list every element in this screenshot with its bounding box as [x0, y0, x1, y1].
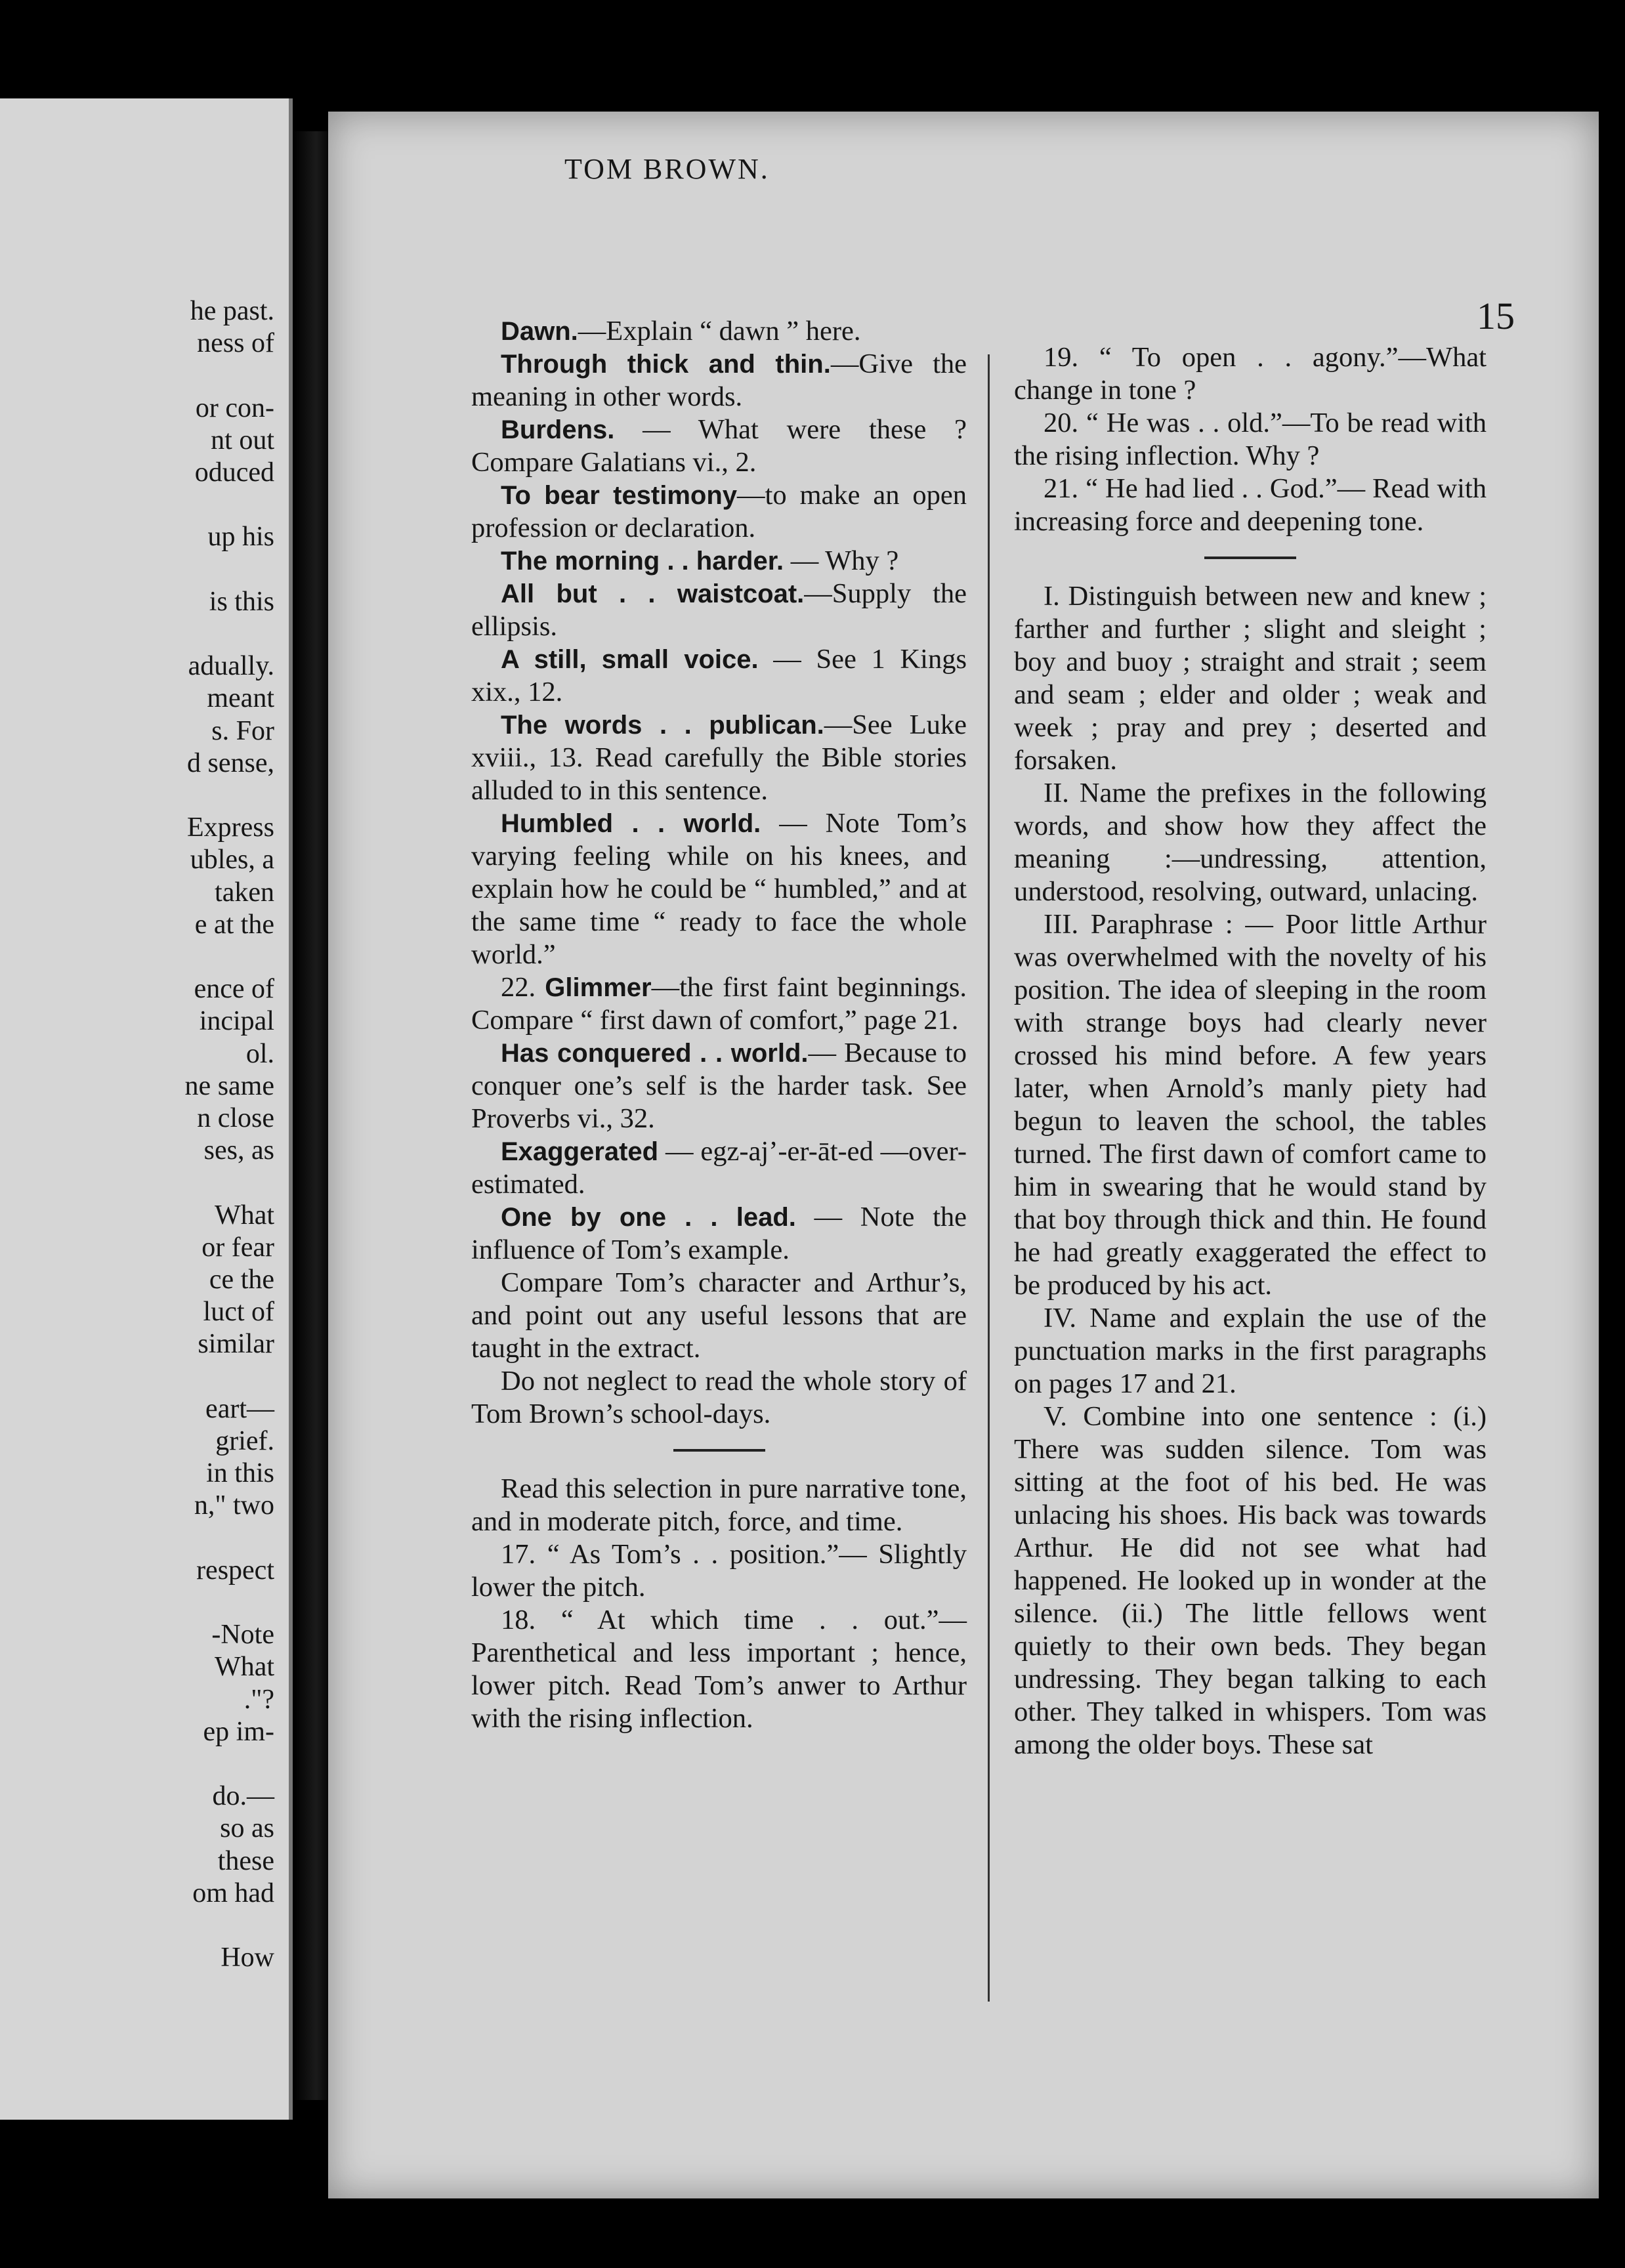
previous-page-text: -Note: [211, 1620, 274, 1650]
previous-page-text: do.—: [212, 1781, 274, 1812]
headword: A still, small voice.: [501, 645, 759, 674]
previous-page-text: taken: [215, 877, 274, 908]
headword: The morning . . harder.: [501, 547, 784, 576]
glossary-note: One by one . . lead. — Note the influence of Tom’s example.: [471, 1202, 967, 1265]
previous-page-text: ne same: [184, 1070, 274, 1101]
glossary-note: Has conquered . . world.— Because to conquer one’s self is the harder task. See Proverbs vi., 32.: [471, 1038, 967, 1134]
previous-page-text: ."?: [243, 1684, 274, 1715]
previous-page-text: ness of: [197, 328, 274, 359]
glossary-note: Burdens. — What were these ? Compare Galatians vi., 2.: [471, 414, 967, 478]
running-title: TOM BROWN.: [564, 153, 770, 185]
headword: Glimmer: [545, 973, 652, 1002]
previous-page-text: eart—: [205, 1393, 274, 1424]
column-divider: [988, 354, 990, 2002]
previous-page-text: in this: [206, 1458, 274, 1489]
previous-page-text: respect: [196, 1555, 274, 1586]
headword: Through thick and thin.: [501, 350, 831, 379]
right-column: [1014, 341, 1487, 1761]
previous-page-text: so as: [220, 1813, 274, 1844]
previous-page-text: adually.: [188, 651, 274, 682]
glossary-note: To bear testimony—to make an open profession or declaration.: [471, 480, 967, 543]
glossary-note: Humbled . . world. — Note Tom’s varying feeling while on his knees, and explain how he could be “ humbled,” and at the same time “ ready to face the whole world.”: [471, 808, 967, 970]
glossary-note: Through thick and thin.—Give the meaning in other words.: [471, 348, 967, 412]
glossary-note: Do not neglect to read the whole story of Tom Brown’s school-days.: [471, 1366, 967, 1429]
previous-page-text: these: [217, 1845, 274, 1876]
headword: Burdens.: [501, 415, 615, 444]
glossary-note: Compare Tom’s character and Arthur’s, and point out any useful lessons that are taught in the extract.: [471, 1267, 967, 1364]
previous-page-text: s. For: [211, 715, 274, 746]
headword: One by one . . lead.: [501, 1203, 796, 1232]
previous-page-text: incipal: [199, 1006, 274, 1037]
previous-page-text: grief.: [215, 1426, 274, 1456]
previous-page-text: ce the: [209, 1265, 274, 1295]
glossary-note: All but . . waistcoat.—Supply the ellipsis.: [471, 578, 967, 642]
headword: Has conquered . . world.: [501, 1039, 809, 1068]
previous-page-text: d sense,: [187, 747, 274, 778]
headword: Dawn.: [501, 317, 578, 346]
exercise-4: IV. Name and explain the use of the punctuation marks in the first paragraphs on pages 17 and 21.: [1014, 1303, 1487, 1399]
reading-note: 19. “ To open . . agony.”—What change in tone ?: [1014, 342, 1487, 406]
section-rule: [1204, 556, 1296, 559]
previous-page-text: e at the: [194, 909, 274, 940]
previous-page-text: he past.: [190, 296, 274, 326]
glossary-note: Exaggerated — egz-aj’-er-āt-ed —over-estimated.: [471, 1136, 967, 1200]
previous-page-text: meant: [207, 683, 274, 714]
previous-page-text: ubles, a: [190, 845, 274, 875]
previous-page-text: n close: [197, 1103, 274, 1133]
headword: The words . . publican.: [501, 711, 824, 740]
section-rule: [673, 1449, 765, 1452]
previous-page-text: Express: [187, 812, 274, 843]
glossary-note: 22. Glimmer—the first faint beginnings. Compare “ first dawn of comfort,” page 21.: [471, 972, 967, 1036]
previous-page-text: How: [221, 1942, 274, 1973]
previous-page-text: similar: [198, 1329, 274, 1360]
reading-note: 17. “ As Tom’s . . position.”— Slightly lower the pitch.: [471, 1539, 967, 1603]
glossary-note: The words . . publican.—See Luke xviii., 13. Read carefully the Bible stories alluded to in this sentence.: [471, 709, 967, 806]
previous-page-text: or fear: [201, 1232, 274, 1263]
previous-page-text: What: [215, 1200, 274, 1230]
reading-note: 21. “ He had lied . . God.”— Read with increasing force and deepening tone.: [1014, 473, 1487, 537]
previous-page-text: n," two: [194, 1490, 274, 1521]
exercise-3: III. Paraphrase : — Poor little Arthur was overwhelmed with the novelty of his position. The idea of sleeping in the room with strange boys had clearly never crossed his mind before. A few years later, when Arnold’s manly piety had begun to leaven the school, the tables turned. The first dawn of comfort came to him in swearing that he would stand by that boy through thick and thin. He found he had greatly exaggerated the effect to be produced by his act.: [1014, 909, 1487, 1301]
reading-note: 18. “ At which time . . out.”— Parenthetical and less important ; hence, lower pitch. Read Tom’s anwer to Arthur with the rising inflection.: [471, 1605, 967, 1734]
page-number: 15: [1477, 295, 1515, 337]
glossary-note: A still, small voice. — See 1 Kings xix., 12.: [471, 644, 967, 707]
headword: Exaggerated: [501, 1137, 659, 1166]
previous-page-text: nt out: [211, 425, 274, 455]
previous-page-text: ol.: [245, 1038, 274, 1069]
exercise-2: II. Name the prefixes in the following words, and show how they affect the meaning :—undressing, attention, understood, resolving, outward, unlacing.: [1014, 778, 1487, 907]
reading-note: 20. “ He was . . old.”—To be read with the rising inflection. Why ?: [1014, 408, 1487, 471]
previous-page-text: ep im-: [203, 1716, 274, 1747]
notes-list: [471, 315, 967, 1431]
left-column: [471, 315, 967, 1735]
previous-page-text: ence of: [194, 974, 274, 1005]
previous-page-text: What: [215, 1652, 274, 1683]
previous-page-text: oduced: [194, 457, 274, 488]
exercise-1: I. Distinguish between new and knew ; farther and further ; slight and sleight ; boy and buoy ; straight and strait ; seem and seam ; elder and older ; weak and week ; pray and prey ; deserted and forsaken.: [1014, 581, 1487, 776]
previous-page-text: up his: [207, 522, 274, 553]
reading-note: Read this selection in pure narrative tone, and in moderate pitch, force, and time.: [471, 1473, 967, 1537]
headword: All but . . waistcoat.: [501, 579, 805, 608]
previous-page-text: om had: [192, 1878, 274, 1908]
glossary-note: Dawn.—Explain “ dawn ” here.: [501, 316, 861, 346]
previous-page: [0, 98, 293, 2120]
exercise-5: V. Combine into one sentence : (i.) There was sudden silence. Tom was sitting at the foot of his bed. He was unlacing his shoes. His back was towards Arthur. He did not see what had happened. He looked up in wonder at the silence. (ii.) The little fellows went quietly to their own beds. They began undressing. They began talking to each other. They talked in whispers. Tom was among the older boys. These sat: [1014, 1401, 1487, 1760]
previous-page-text: ses, as: [203, 1135, 274, 1166]
book-gutter: [293, 131, 332, 2100]
previous-page-text: is this: [209, 586, 274, 617]
previous-page-text: or con-: [195, 392, 274, 423]
headword: Humbled . . world.: [501, 809, 761, 838]
previous-page-text: luct of: [203, 1297, 274, 1328]
headword: To bear testimony: [501, 481, 738, 510]
glossary-note: The morning . . harder. — Why ?: [501, 545, 899, 576]
